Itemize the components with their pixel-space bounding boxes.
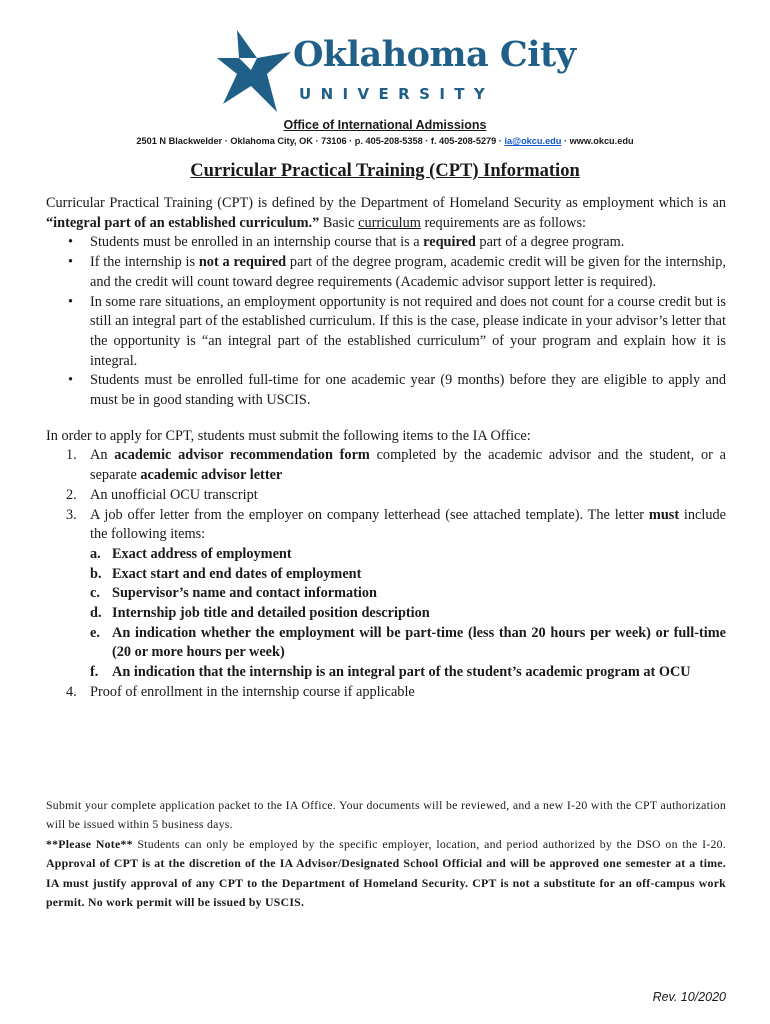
item-text: A job offer letter from the employer on company letterhead (see attached template). The letter	[90, 506, 649, 523]
item-text: include the following items:	[90, 506, 726, 543]
list-item	[68, 233, 726, 253]
note-emphasis: Approval of CPT is at the discretion of the IA Advisor/Designated School Official and will be approved one semester at a time. IA must justify approval of any CPT to the Department of Homeland Security. CPT is not a substitute for an off-campus work permit. No work permit will be issued by USCIS.	[46, 856, 726, 910]
sub-list-item	[90, 584, 726, 604]
item-letter: f.	[90, 664, 99, 681]
sub-item-text: Internship job title and detailed position description	[112, 605, 430, 622]
item-emphasis: required	[423, 234, 476, 251]
submit-paragraph: Submit your complete application packet to the IA Office. Your documents will be reviewed, and a new I-20 with the CPT authorization will be issued within 5 business days.	[46, 798, 726, 832]
sub-list-item	[90, 545, 726, 565]
list-item	[66, 446, 726, 485]
item-number: 1.	[66, 447, 77, 464]
requirements-list	[46, 233, 726, 410]
item-emphasis: academic advisor recommendation form	[114, 447, 370, 464]
item-number: 3.	[66, 506, 77, 523]
item-text: part of the degree program, academic credit will be given for the internship, and the credit will count toward degree requirements (Academic advisor support letter is required).	[90, 254, 726, 290]
apply-intro: In order to apply for CPT, students must submit the following items to the IA Office:	[46, 427, 531, 444]
item-text: An unofficial OCU transcript	[90, 486, 258, 503]
intro-emphasis: “integral part of an established curriculum.”	[46, 214, 320, 231]
item-letter: a.	[90, 545, 101, 562]
bullet-icon: •	[68, 372, 74, 389]
item-text: An	[90, 447, 115, 464]
item-emphasis: academic advisor letter	[140, 467, 283, 484]
sub-item-text: Exact start and end dates of employment	[112, 565, 362, 582]
university-logo	[217, 28, 576, 114]
item-text: Students must be enrolled in an internship course that is a	[90, 234, 424, 251]
sub-list-item	[90, 565, 726, 585]
address-text: 2501 N Blackwelder · Oklahoma City, OK · 73106 · p. 405-208-5358 · f. 405-208-5279 ·	[136, 136, 505, 146]
item-letter: d.	[90, 605, 102, 622]
note-text: Students can only be employed by the specific employer, location, and period authorized by the DSO on the I-20.	[132, 836, 726, 851]
logo-name: Oklahoma City	[293, 34, 576, 75]
website-text: · www.okcu.edu	[561, 136, 634, 146]
item-text: In some rare situations, an employment opportunity is not required and does not count for a course credit but is still an integral part of the established curriculum. If this is the case, please indicate in your advisor’s letter that the opportunity is “an integral part of the established curriculum” of your program and explain how it is integral.	[90, 293, 726, 369]
letter-items-list	[90, 545, 726, 683]
list-item	[68, 293, 726, 372]
item-text: part of a degree program.	[475, 234, 625, 251]
intro-underline: curriculum	[358, 214, 421, 231]
item-letter: c.	[90, 585, 100, 602]
item-text: Proof of enrollment in the internship course if applicable	[90, 683, 415, 700]
item-emphasis: not a required	[198, 254, 287, 271]
intro-text: Basic	[319, 214, 359, 231]
footer-notes	[46, 796, 726, 912]
star-logo-icon	[217, 28, 297, 114]
sub-item-text: An indication that the internship is an integral part of the student’s academic program at OCU	[112, 664, 691, 681]
item-letter: e.	[90, 624, 100, 641]
sub-item-text: Supervisor’s name and contact information	[112, 585, 378, 602]
main-content	[46, 194, 726, 703]
item-number: 4.	[66, 683, 77, 700]
logo-subtitle: UNIVERSITY	[299, 85, 495, 103]
item-text: Students must be enrolled full-time for one academic year (9 months) before they are eligible to apply and must be in good standing with USCIS.	[90, 372, 726, 409]
list-item	[68, 253, 726, 292]
sub-item-text: Exact address of employment	[112, 545, 292, 562]
sub-list-item	[90, 624, 726, 663]
note-paragraph	[46, 835, 726, 913]
email-link[interactable]: ia@okcu.edu	[504, 136, 562, 146]
office-heading: Office of International Admissions	[283, 118, 487, 132]
list-item	[68, 371, 726, 410]
item-text: completed by the academic advisor and the student, or a separate	[90, 447, 726, 484]
intro-text: Curricular Practical Training (CPT) is defined by the Department of Homeland Security as employment which is an	[46, 195, 726, 211]
intro-paragraph	[46, 194, 726, 233]
page-title: Curricular Practical Training (CPT) Information	[190, 161, 580, 181]
bullet-icon: •	[68, 254, 74, 271]
bullet-icon: •	[68, 234, 74, 251]
application-items-list	[46, 446, 726, 702]
item-text: If the internship is	[90, 254, 199, 271]
sub-list-item	[90, 604, 726, 624]
contact-line	[0, 136, 770, 146]
intro-text: requirements are as follows:	[420, 214, 587, 231]
revision-date: Rev. 10/2020	[652, 990, 726, 1004]
list-item	[66, 506, 726, 683]
note-label: **Please Note**	[46, 836, 133, 851]
list-item	[66, 486, 726, 506]
item-number: 2.	[66, 486, 77, 503]
sub-item-text: An indication whether the employment will be part-time (less than 20 hours per week) or full-time (20 or more hours per week)	[112, 624, 726, 661]
list-item	[66, 683, 726, 703]
bullet-icon: •	[68, 293, 74, 310]
item-letter: b.	[90, 565, 102, 582]
item-emphasis: must	[648, 506, 680, 523]
sub-list-item	[90, 663, 726, 683]
